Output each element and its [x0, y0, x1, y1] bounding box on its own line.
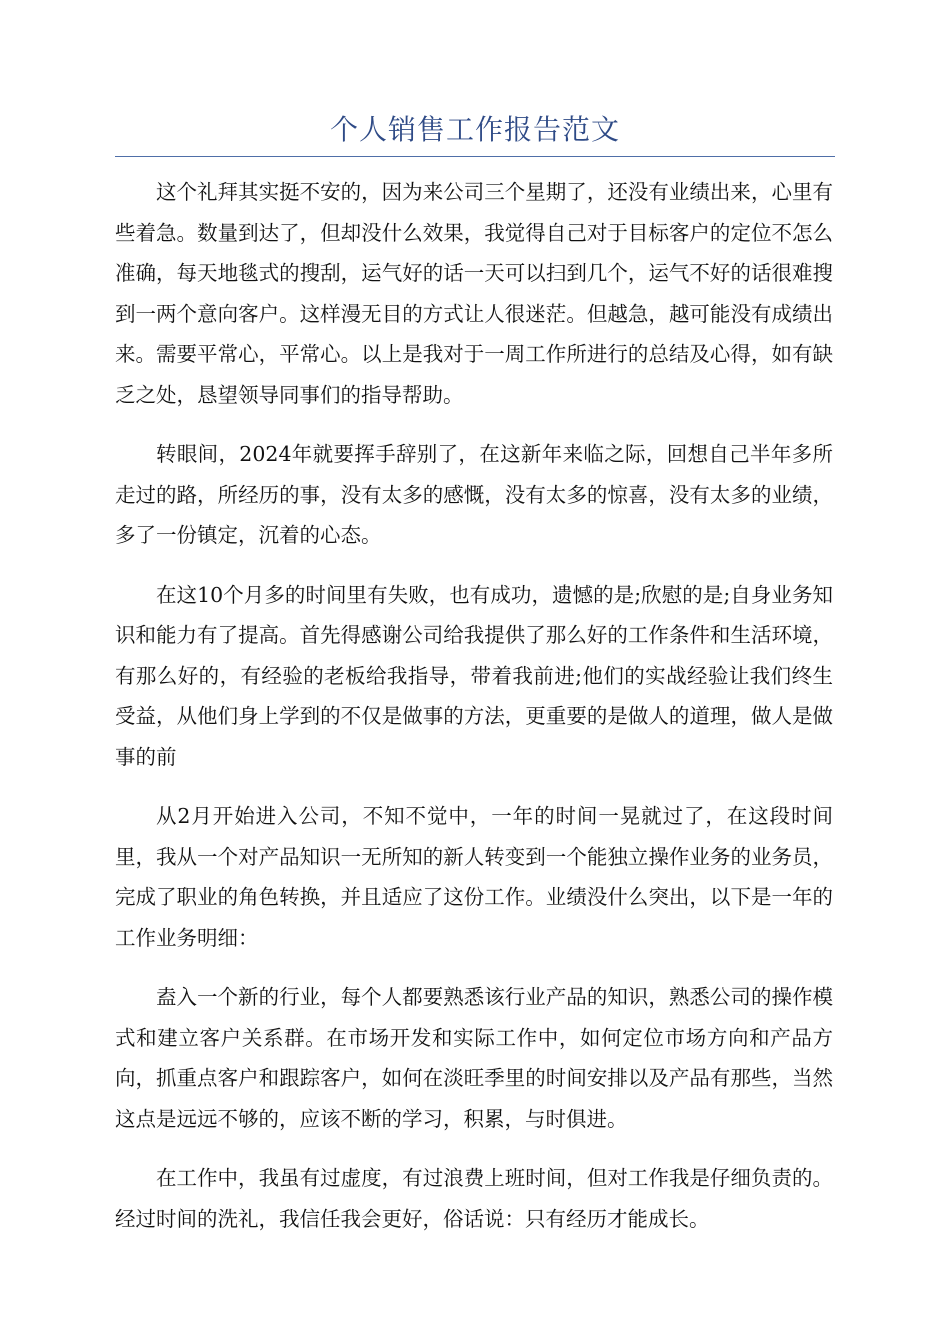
paragraph-3: 在这10个月多的时间里有失败，也有成功，遗憾的是;欣慰的是;自身业务知识和能力有了提高。首先得感谢公司给我提供了那么好的工作条件和生活环境，有那么好的，有经验的老板给我指导，带着我前进;他们的实战经验让我们终生受益，从他们身上学到的不仅是做事的方法，更重要的是做人的道理，做人是做事的前: [115, 582, 833, 769]
paragraph-5: 盍入一个新的行业，每个人都要熟悉该行业产品的知识，熟悉公司的操作模式和建立客户关系群。在市场开发和实际工作中，如何定位市场方向和产品方向，抓重点客户和跟踪客户，如何在淡旺季里的时间安排以及产品有那些，当然这点是远远不够的，应该不断的学习，积累，与时俱进。: [115, 985, 833, 1131]
document-title: 个人销售工作报告范文: [329, 113, 620, 146]
document-body: [115, 172, 833, 1258]
paragraph-2: 转眼间，2024年就要挥手辞别了，在这新年来临之际，回想自己半年多所走过的路，所经历的事，没有太多的感慨，没有太多的惊喜，没有太多的业绩，多了一份镇定，沉着的心态。: [115, 442, 833, 547]
paragraph-4: 从2月开始进入公司，不知不觉中，一年的时间一晃就过了，在这段时间里，我从一个对产品知识一无所知的新人转变到一个能独立操作业务的业务员，完成了职业的角色转换，并且适应了这份工作。业绩没什么突出，以下是一年的工作业务明细：: [115, 804, 833, 950]
title-block: [115, 108, 835, 157]
paragraph-6: 在工作中，我虽有过虚度，有过浪费上班时间，但对工作我是仔细负责的。经过时间的洗礼，我信任我会更好，俗话说：只有经历才能成长。: [115, 1166, 833, 1231]
paragraph-1: 这个礼拜其实挺不安的，因为来公司三个星期了，还没有业绩出来，心里有些着急。数量到达了，但却没什么效果，我觉得自己对于目标客户的定位不怎么准确，每天地毯式的搜刮，运气好的话一天可以扫到几个，运气不好的话很难搜到一两个意向客户。这样漫无目的方式让人很迷茫。但越急，越可能没有成绩出来。需要平常心，平常心。以上是我对于一周工作所进行的总结及心得，如有缺乏之处，恳望领导同事们的指导帮助。: [115, 180, 833, 407]
